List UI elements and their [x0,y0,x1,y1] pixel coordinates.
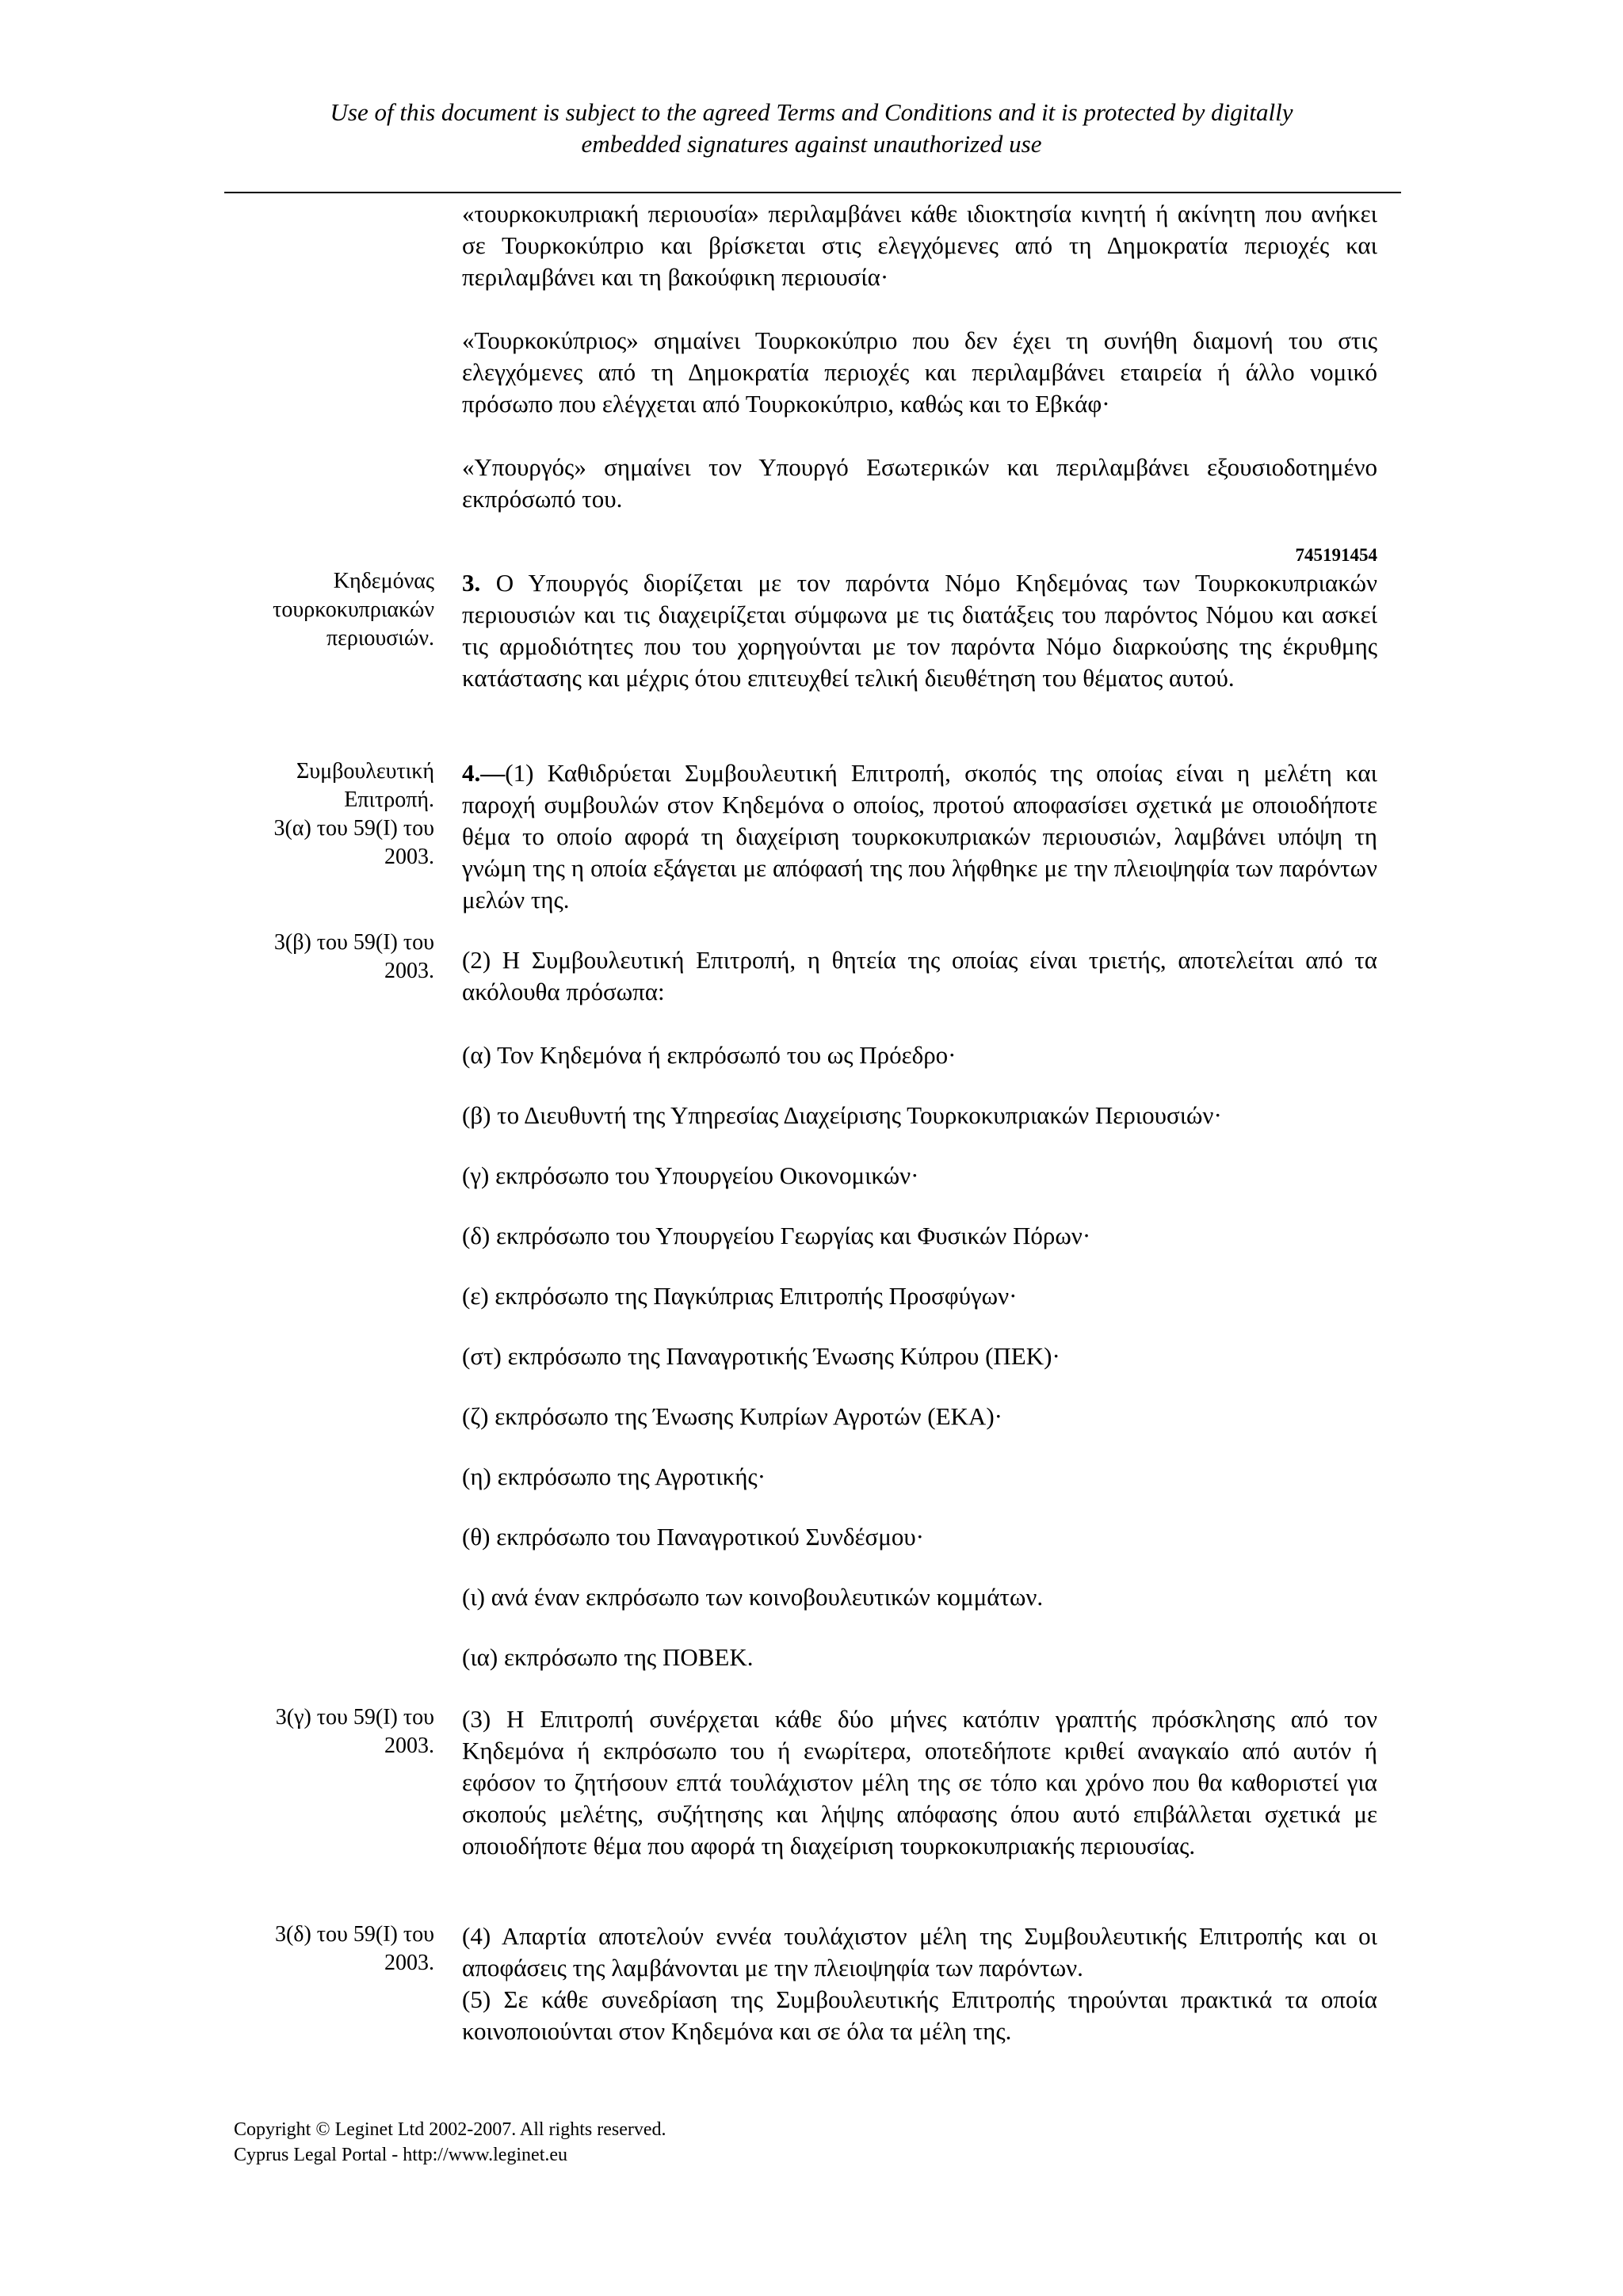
header-line-1: Use of this document is subject to the agreed Terms and Conditions and it is protected by digitally [330,98,1293,126]
terms-notice-header [206,97,1417,160]
margin-note-ref-a: 3(α) του 59(Ι) του 2003. [273,816,434,869]
list-item: (η) εκπρόσωπο της Αγροτικής· [462,1463,766,1490]
header-line-2: embedded signatures against unauthorized use [581,130,1042,158]
definition-minister: «Υπουργός» σημαίνει τον Υπουργό Εσωτερικών και περιλαμβάνει εξουσιοδοτημένο εκπρόσωπό του. [462,453,1377,513]
list-item: (στ) εκπρόσωπο της Παναγροτικής Ένωσης Κύπρου (ΠΕΚ)· [462,1342,1060,1370]
margin-note-ref-d: 3(δ) του 59(Ι) του 2003. [274,1922,434,1975]
list-item: (β) το Διευθυντή της Υπηρεσίας Διαχείρισης Τουρκοκυπριακών Περιουσιών· [462,1101,1222,1129]
section-4-subsection-1 [462,757,1377,916]
section-4-p1-text: (1) Καθιδρύεται Συμβουλευτική Επιτροπή, σκοπός της οποίας είναι η μελέτη και παροχή συμβουλών στον Κηδεμόνα ο οποίος, προτού αποφασίσει σχετικά με οποιοδήποτε θέμα το οποίο αφορά τη διαχείριση τουρκοκυπριακών περιουσιών, λαμβάνει υπόψη τη γνώμη της η οποία εξάγεται με απόφασή της που λήφθηκε με την πλειοψηφία των παρόντων μελών της. [462,759,1377,913]
definition-turkish-cypriot-property: «τουρκοκυπριακή περιουσία» περιλαμβάνει κάθε ιδιοκτησία κινητή ή ακίνητη που ανήκει σε Τουρκοκύπριο και βρίσκεται στις ελεγχόμενες από τη Δημοκρατία περιοχές και περιλαμβάνει και τη βακούφικη περιουσία· [462,200,1377,291]
margin-note-ref-b: 3(β) του 59(Ι) του 2003. [273,930,434,983]
document-id: 745191454 [1295,545,1377,565]
list-item: (δ) εκπρόσωπο του Υπουργείου Γεωργίας και Φυσικών Πόρων· [462,1222,1091,1249]
list-item: (ε) εκπρόσωπο της Παγκύπριας Επιτροπής Προσφύγων· [462,1282,1018,1310]
section-3-paragraph [462,567,1377,694]
margin-note-section-4: Συμβουλευτική Επιτροπή. [296,759,434,812]
list-item: (ια) εκπρόσωπο της ΠΟΒΕΚ. [462,1643,754,1671]
section-4-subsection-3: (3) Η Επιτροπή συνέρχεται κάθε δύο μήνες κατόπιν γραπτής πρόσκλησης από τον Κηδεμόνα ή εκπρόσωπο του ή ενωρίτερα, οποτεδήποτε κριθεί αναγκαίο από αυτόν ή εφόσον το ζητήσουν επτά τουλάχιστον μέλη της σε τόπο και χρόνο που θα καθοριστεί για σκοπούς μελέτης, συζήτησης και λήψης απόφασης όπου αυτό επιβάλλεται σχετικά με οποιοδήποτε θέμα που αφορά τη διαχείριση τουρκοκυπριακής περιουσίας. [462,1705,1377,1859]
section-4-subsection-2: (2) Η Συμβουλευτική Επιτροπή, η θητεία της οποίας είναι τριετής, αποτελείται από τα ακόλουθα πρόσωπα: [462,946,1377,1005]
section-4-number: 4.— [462,759,506,787]
list-item: (ζ) εκπρόσωπο της Ένωσης Κυπρίων Αγροτών (ΕΚΑ)· [462,1402,1002,1430]
header-divider [224,192,1401,193]
margin-note-ref-c: 3(γ) του 59(Ι) του 2003. [275,1705,434,1758]
definition-turkish-cypriot: «Τουρκοκύπριος» σημαίνει Τουρκοκύπριο που δεν έχει τη συνήθη διαμονή του στις ελεγχόμενες από τη Δημοκρατία περιοχές και περιλαμβάνει εταιρεία ή άλλο νομικό πρόσωπο που ελέγχεται από Τουρκοκύπριο, καθώς και το Εβκάφ· [462,326,1377,418]
section-3-text: Ο Υπουργός διορίζεται με τον παρόντα Νόμο Κηδεμόνας των Τουρκοκυπριακών περιουσιών και τις διαχειρίζεται σύμφωνα με τις διατάξεις του παρόντος Νόμου και ασκεί τις αρμοδιότητες που του χορηγούνται με τον παρόντα Νόμο διαρκούσης της έκρυθμης κατάστασης και μέχρις ότου επιτευχθεί τελική διευθέτηση του θέματος αυτού. [462,569,1377,692]
section-4-subsection-4: (4) Απαρτία αποτελούν εννέα τουλάχιστον μέλη της Συμβουλευτικής Επιτροπής και οι αποφάσεις της λαμβάνονται με την πλειοψηφία των παρόντων. [462,1922,1377,1981]
margin-note-section-3: Κηδεμόνας τουρκοκυπριακών περιουσιών. [273,569,434,650]
footer-portal-link: Cyprus Legal Portal - http://www.leginet.eu [234,2145,568,2165]
list-item: (γ) εκπρόσωπο του Υπουργείου Οικονομικών· [462,1161,919,1189]
footer-copyright: Copyright © Leginet Ltd 2002-2007. All rights reserved. [234,2119,666,2140]
copyright-footer [234,2117,666,2168]
section-3-number: 3. [462,569,481,597]
section-4-subsection-5: (5) Σε κάθε συνεδρίαση της Συμβουλευτικής Επιτροπής τηρούνται πρακτικά τα οποία κοινοποιούνται στον Κηδεμόνα και σε όλα τα μέλη της. [462,1985,1377,2045]
list-item: (θ) εκπρόσωπο του Παναγροτικού Συνδέσμου· [462,1523,925,1550]
list-item: (α) Τον Κηδεμόνα ή εκπρόσωπό του ως Πρόεδρο· [462,1041,957,1069]
list-item: (ι) ανά έναν εκπρόσωπο των κοινοβουλευτικών κομμάτων. [462,1583,1044,1611]
